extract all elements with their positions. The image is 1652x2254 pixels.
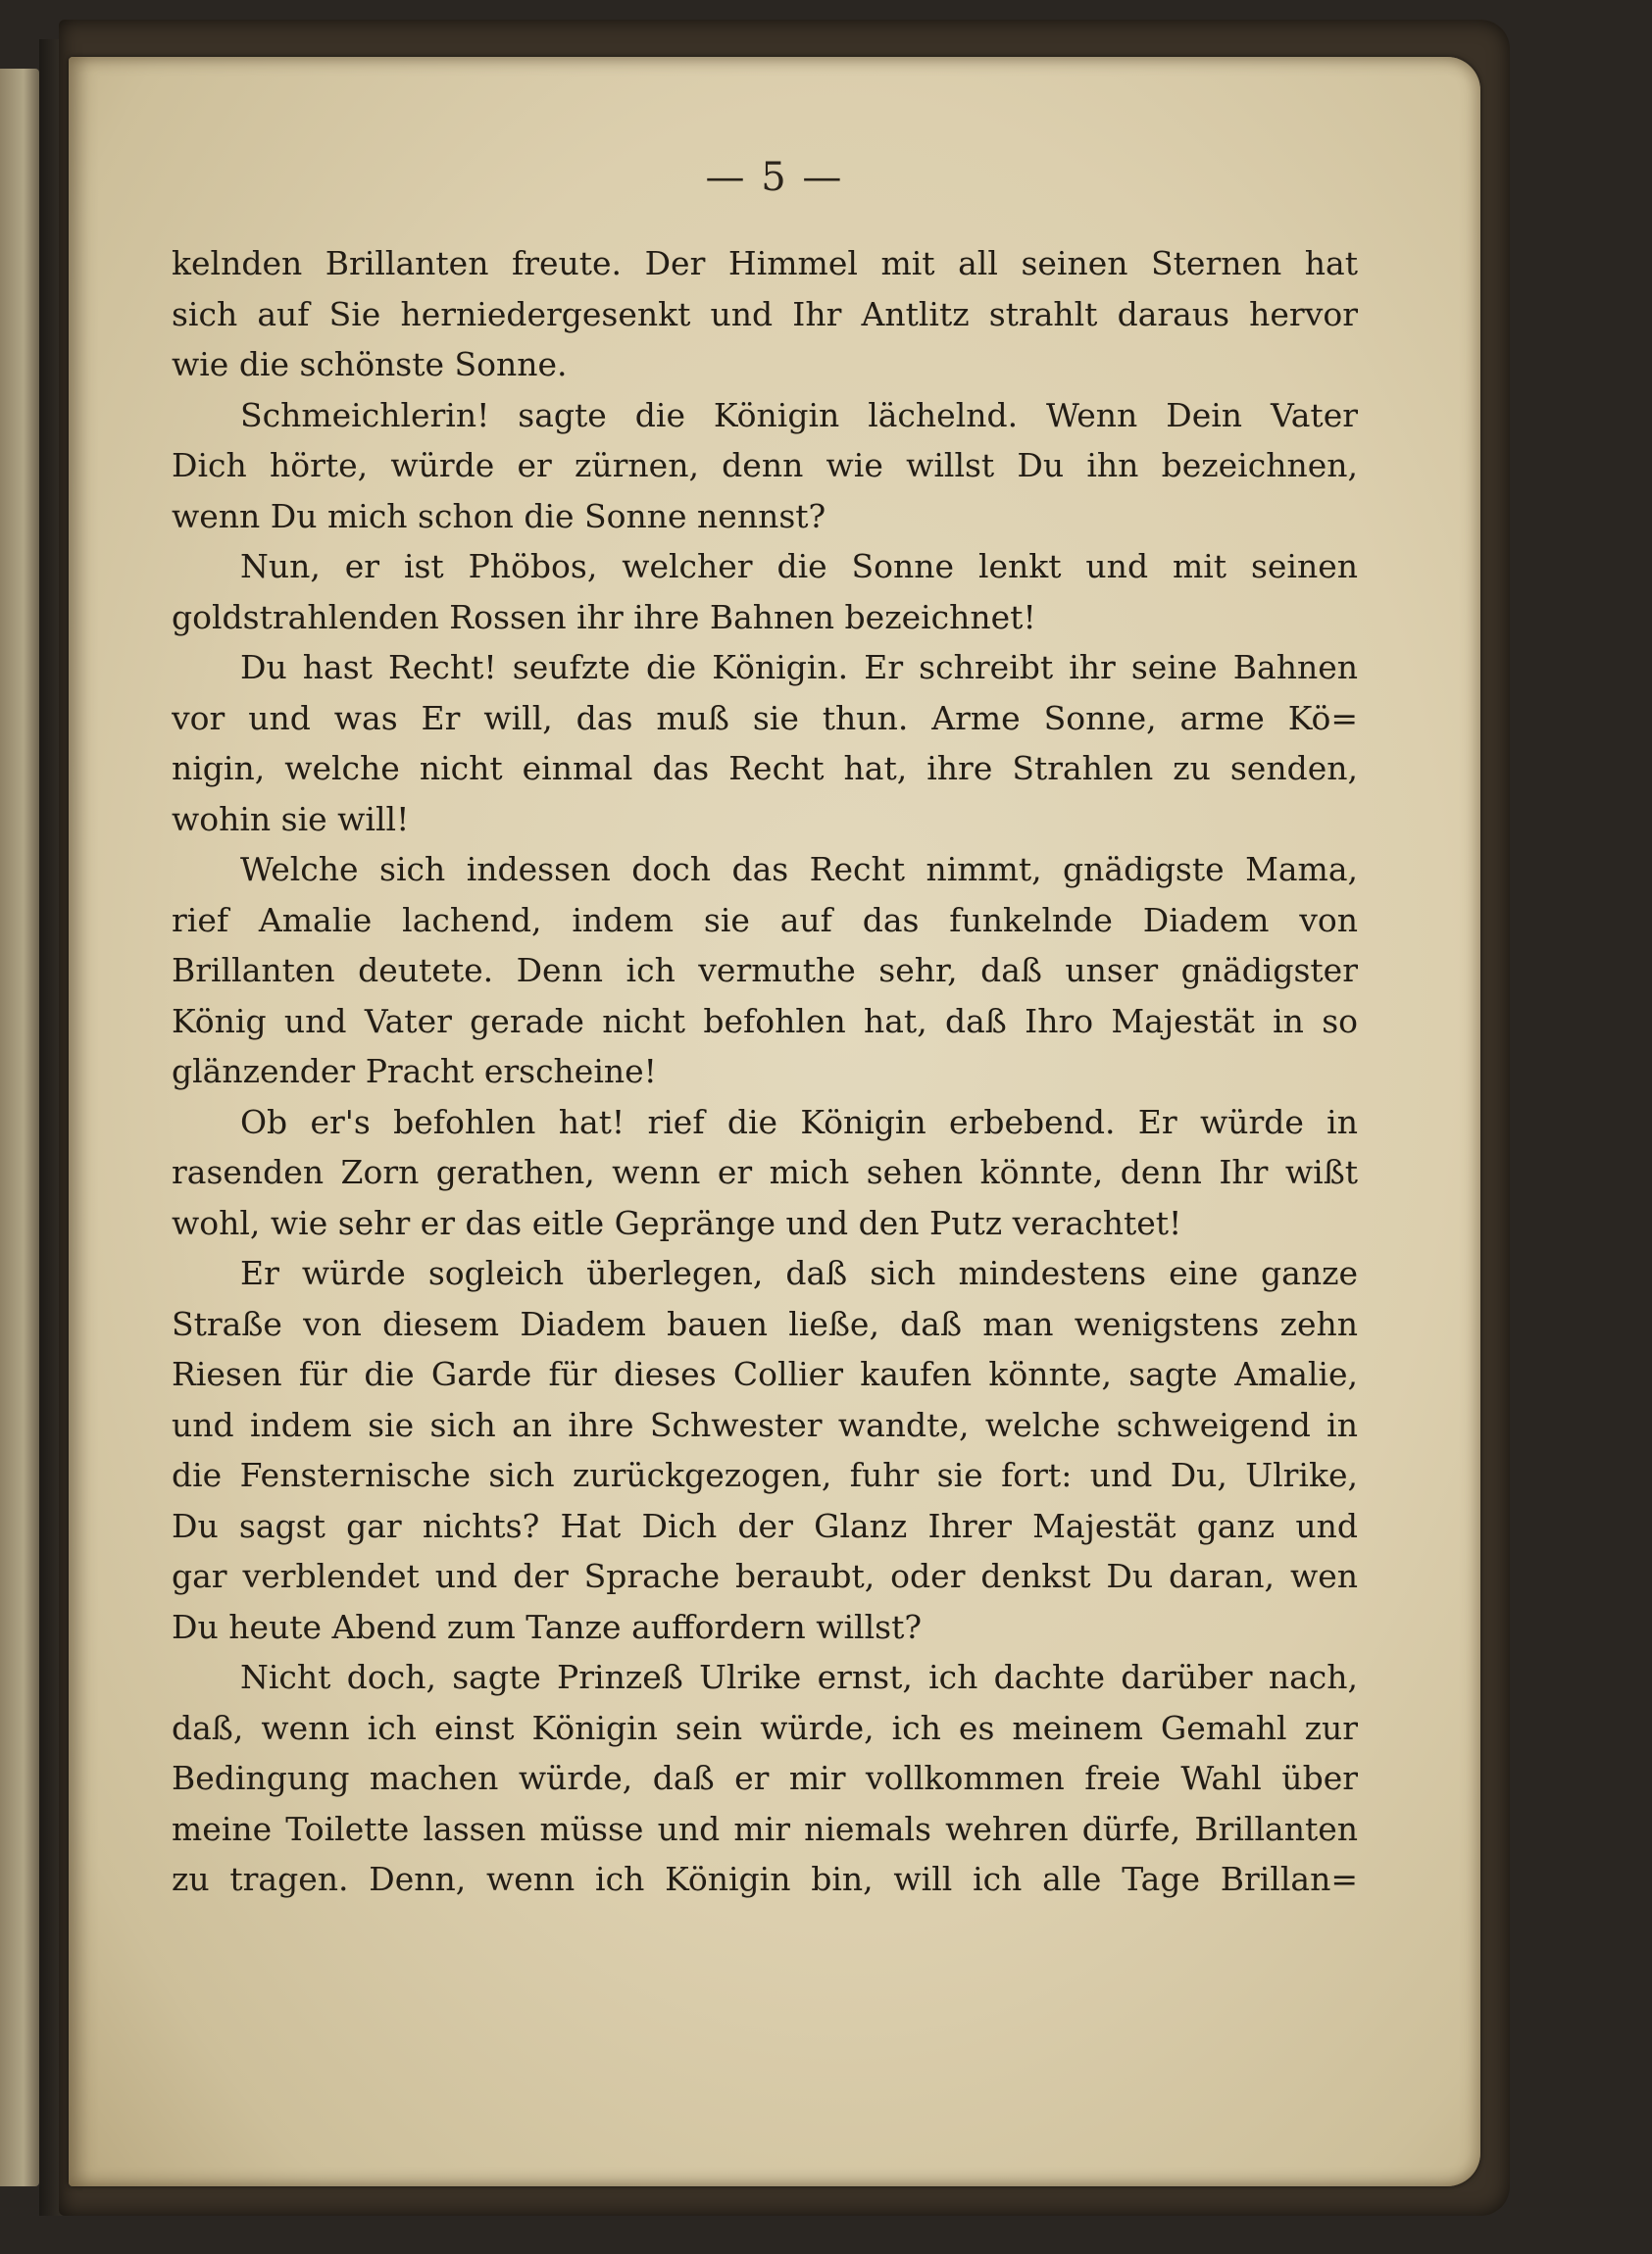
page-number: — 5 — (705, 155, 844, 200)
text-line: Dich hörte, würde er zürnen, denn wie willst Du ihn bezeichnen, (172, 446, 1358, 484)
text-line: Nicht doch, sagte Prinzeß Ulrike ernst, ich dachte darüber nach, (240, 1658, 1358, 1696)
left-page-edge (0, 69, 39, 2186)
text-line: kelnden Brillanten freute. Der Himmel mit all seinen Sternen hat (172, 244, 1358, 282)
text-line: Er würde sogleich überlegen, daß sich mindestens eine ganze (240, 1254, 1358, 1292)
text-line: die Fensternische sich zurückgezogen, fuhr sie fort: und Du, Ulrike, (172, 1456, 1358, 1494)
text-line: gar verblendet und der Sprache beraubt, oder denkst Du daran, wen (172, 1557, 1358, 1595)
text-line: rasenden Zorn gerathen, wenn er mich sehen könnte, denn Ihr wißt (172, 1153, 1358, 1191)
text-line: Nun, er ist Phöbos, welcher die Sonne lenkt und mit seinen (240, 547, 1358, 585)
text-line: meine Toilette lassen müsse und mir niemals wehren dürfe, Brillanten (172, 1809, 1358, 1848)
text-line: daß, wenn ich einst Königin sein würde, ich es meinem Gemahl zur (172, 1708, 1358, 1747)
text-line: König und Vater gerade nicht befohlen hat, daß Ihro Majestät in so (172, 1001, 1358, 1040)
text-line: Du heute Abend zum Tanze auffordern willst? (172, 1607, 923, 1646)
page-text (172, 238, 1358, 1905)
text-line: und indem sie sich an ihre Schwester wandte, welche schweigend in (172, 1405, 1358, 1444)
text-line: Du hast Recht! seufzte die Königin. Er schreibt ihr seine Bahnen (240, 648, 1358, 686)
text-line: Brillanten deutete. Denn ich vermuthe sehr, daß unser gnädigster (172, 951, 1358, 989)
text-line: Ob er's befohlen hat! rief die Königin erbebend. Er würde in (240, 1102, 1358, 1141)
text-line: Riesen für die Garde für dieses Collier kaufen könnte, sagte Amalie, (172, 1355, 1358, 1393)
text-line: Straße von diesem Diadem bauen ließe, daß man wenigstens zehn (172, 1304, 1358, 1343)
text-line: vor und was Er will, das muß sie thun. Arme Sonne, arme Kö= (172, 698, 1358, 737)
text-line: glänzender Pracht erscheine! (172, 1052, 657, 1090)
text-line: Schmeichlerin! sagte die Königin lächelnd. Wenn Dein Vater (240, 395, 1358, 434)
book-page (69, 57, 1480, 2186)
text-line: Du sagst gar nichts? Hat Dich der Glanz Ihrer Majestät ganz und (172, 1506, 1358, 1545)
text-line: wenn Du mich schon die Sonne nennst? (172, 496, 826, 535)
text-line: nigin, welche nicht einmal das Recht hat, ihre Strahlen zu senden, (172, 749, 1358, 787)
text-line: zu tragen. Denn, wenn ich Königin bin, will ich alle Tage Brillan= (172, 1860, 1358, 1898)
text-line: rief Amalie lachend, indem sie auf das funkelnde Diadem von (172, 900, 1358, 939)
text-line: wohin sie will! (172, 799, 410, 838)
text-line: goldstrahlenden Rossen ihr ihre Bahnen bezeichnet! (172, 597, 1036, 636)
text-line: wie die schönste Sonne. (172, 345, 568, 383)
text-line: Welche sich indessen doch das Recht nimmt, gnädigste Mama, (240, 850, 1358, 888)
text-line: Bedingung machen würde, daß er mir vollkommen freie Wahl über (172, 1759, 1358, 1797)
text-line: sich auf Sie herniedergesenkt und Ihr Antlitz strahlt daraus hervor (172, 294, 1358, 333)
text-line: wohl, wie sehr er das eitle Gepränge und den Putz verachtet! (172, 1203, 1182, 1242)
